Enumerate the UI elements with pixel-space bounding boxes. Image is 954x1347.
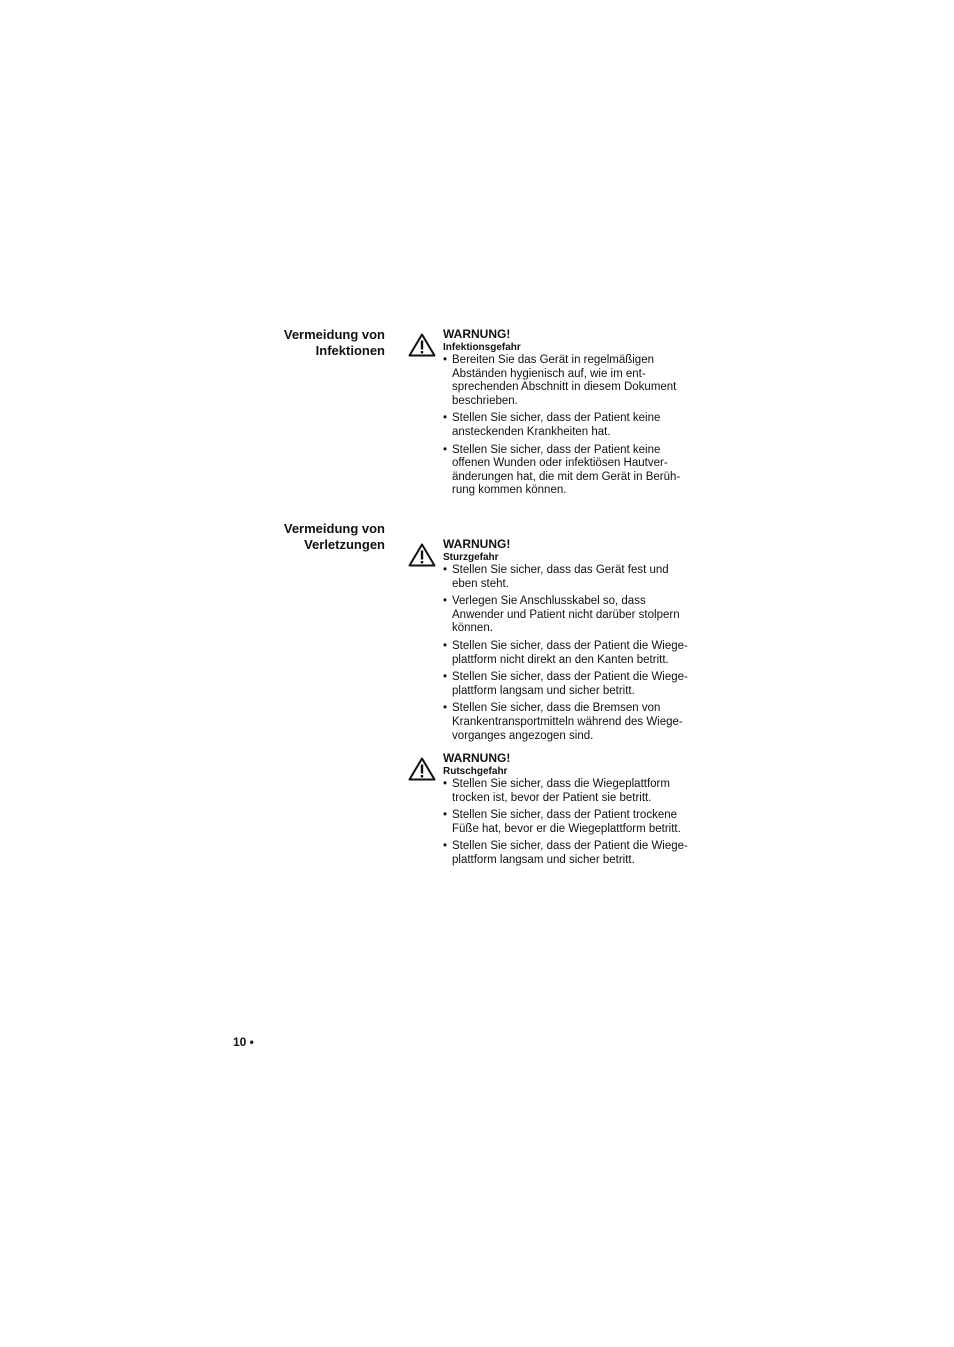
list-item: • Stellen Sie sicher, dass die Wiegeplattform trocken ist, bevor der Patient sie betritt. bbox=[443, 778, 702, 805]
warning-list bbox=[443, 564, 708, 743]
warning-subtitle: Rutschgefahr bbox=[443, 766, 508, 777]
warning-list bbox=[443, 778, 708, 868]
warning-triangle-icon bbox=[408, 757, 436, 781]
warning-infektionsgefahr bbox=[408, 327, 708, 502]
section-heading-infektionen bbox=[230, 327, 385, 359]
warning-triangle-icon bbox=[408, 543, 436, 567]
warning-title: WARNUNG! bbox=[443, 327, 511, 341]
list-item: • Stellen Sie sicher, dass der Patient die Wiege- plattform langsam und sicher betritt. bbox=[443, 840, 702, 867]
list-item: • Stellen Sie sicher, dass der Patient die Wiege- plattform langsam und sicher betritt. bbox=[443, 671, 702, 698]
list-item: • Verlegen Sie Anschlusskabel so, dass Anwender und Patient nicht darüber stolpern können. bbox=[443, 595, 702, 636]
list-item: • Stellen Sie sicher, dass die Bremsen von Krankentransportmitteln während des Wiege- vorganges angezogen sind. bbox=[443, 702, 702, 743]
warning-sturzgefahr bbox=[408, 537, 708, 747]
list-item: • Stellen Sie sicher, dass der Patient keine ansteckenden Krankheiten hat. bbox=[443, 412, 702, 439]
section-heading-verletzungen bbox=[230, 521, 385, 553]
warning-list bbox=[443, 354, 708, 498]
heading-line: Vermeidung von bbox=[283, 521, 385, 536]
list-item: • Stellen Sie sicher, dass der Patient trockene Füße hat, bevor er die Wiegeplattform betritt. bbox=[443, 809, 702, 836]
list-item: • Stellen Sie sicher, dass der Patient die Wiege- plattform nicht direkt an den Kanten betritt. bbox=[443, 640, 702, 667]
warning-subtitle: Sturzgefahr bbox=[443, 552, 499, 563]
warning-triangle-icon bbox=[408, 333, 436, 357]
warning-title: WARNUNG! bbox=[443, 537, 511, 551]
list-item: • Bereiten Sie das Gerät in regelmäßigen Abständen hygienisch auf, wie im ent- sprechenden Abschnitt in diesem Dokument beschrieben. bbox=[443, 354, 702, 408]
warning-rutschgefahr bbox=[408, 751, 708, 872]
page-number: 10 • bbox=[233, 1035, 254, 1049]
list-item: • Stellen Sie sicher, dass das Gerät fest und eben steht. bbox=[443, 564, 702, 591]
heading-line: Verletzungen bbox=[304, 537, 385, 552]
list-item: • Stellen Sie sicher, dass der Patient keine offenen Wunden oder infektiösen Hautver- änderungen hat, die mit dem Gerät in Berüh- rung kommen können. bbox=[443, 444, 702, 498]
warning-subtitle: Infektionsgefahr bbox=[443, 342, 521, 353]
heading-line: Infektionen bbox=[315, 343, 385, 358]
heading-line: Vermeidung von bbox=[283, 327, 385, 342]
warning-title: WARNUNG! bbox=[443, 751, 511, 765]
